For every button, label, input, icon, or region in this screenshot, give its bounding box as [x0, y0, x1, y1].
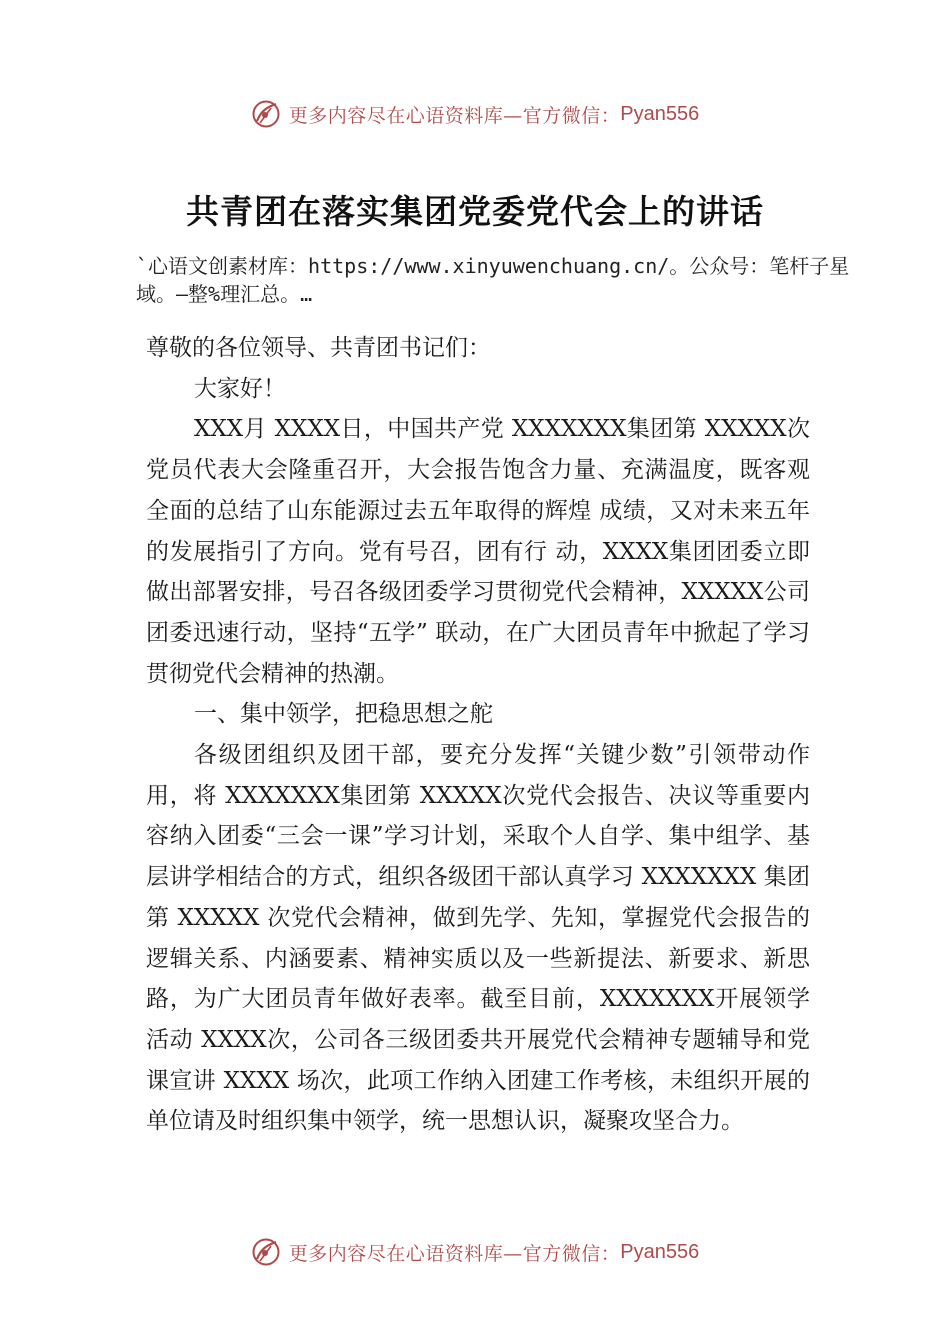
footer-banner-wechat-id: Pyan556	[620, 1240, 700, 1263]
source-line: `心语文创素材库：https://www.xinyuwenchuang.cn/。公众号：笔杆子星域。—整%理汇总。…	[136, 254, 850, 306]
body-paragraph: XXX月 XXXX日，中国共产党 XXXXXXX集团第 XXXXX次党员代表大会隆重召开，大会报告饱含力量、充满温度，既客观全面的总结了山东能源过去五年取得的辉煌 成绩，又对未来五年的发展指引了方向。党有号召，团有行 动，XXXX集团团委立即做出部署安排，号召各级团委学习贯彻党代会精神，XXXXX公司团委迅速行动，坚持“五学” 联动，在广大团员青年中掀起了学习贯彻党代会精神的热潮。	[146, 416, 810, 687]
xinyu-logo-icon	[251, 1237, 281, 1267]
header-banner-text: 更多内容尽在心语资料库—官方微信：	[288, 104, 621, 127]
salutation: 尊敬的各位领导、共青团书记们：	[146, 335, 491, 361]
xinyu-logo-icon	[251, 99, 281, 129]
document-title: 共青团在落实集团党委党代会上的讲话	[186, 192, 764, 231]
section-heading: 一、集中领学，把稳思想之舵	[194, 701, 493, 728]
footer-watermark-banner	[0, 1232, 950, 1272]
greeting: 大家好！	[194, 375, 286, 402]
body-paragraph: 各级团组织及团干部，要充分发挥“关键少数”引领带动作用，将 XXXXXXX集团第 XXXXX次党代会报告、决议等重要内容纳入团委“三会一课”学习计划，采取个人自学、集中组学、基层讲学相结合的方式，组织各级团干部认真学习 XXXXXXX 集团第 XXXXX 次党代会精神，做到先学、先知，掌握党代会报告的逻辑关系、内涵要素、精神实质以及一些新提法、新要求、新思路，为广大团员青年做好表率。截至目前，XXXXXXX开展领学活动 XXXX次，公司各三级团委共开展党代会精神专题辅导和党课宣讲 XXXX 场次，此项工作纳入团建工作考核，未组织开展的单位请及时组织集中领学，统一思想认识，凝聚攻坚合力。	[146, 742, 810, 1135]
header-banner-wechat-id: Pyan556	[620, 102, 700, 125]
footer-banner-text: 更多内容尽在心语资料库—官方微信：	[288, 1242, 621, 1265]
header-watermark-banner	[0, 94, 950, 134]
document-body	[146, 328, 810, 1142]
